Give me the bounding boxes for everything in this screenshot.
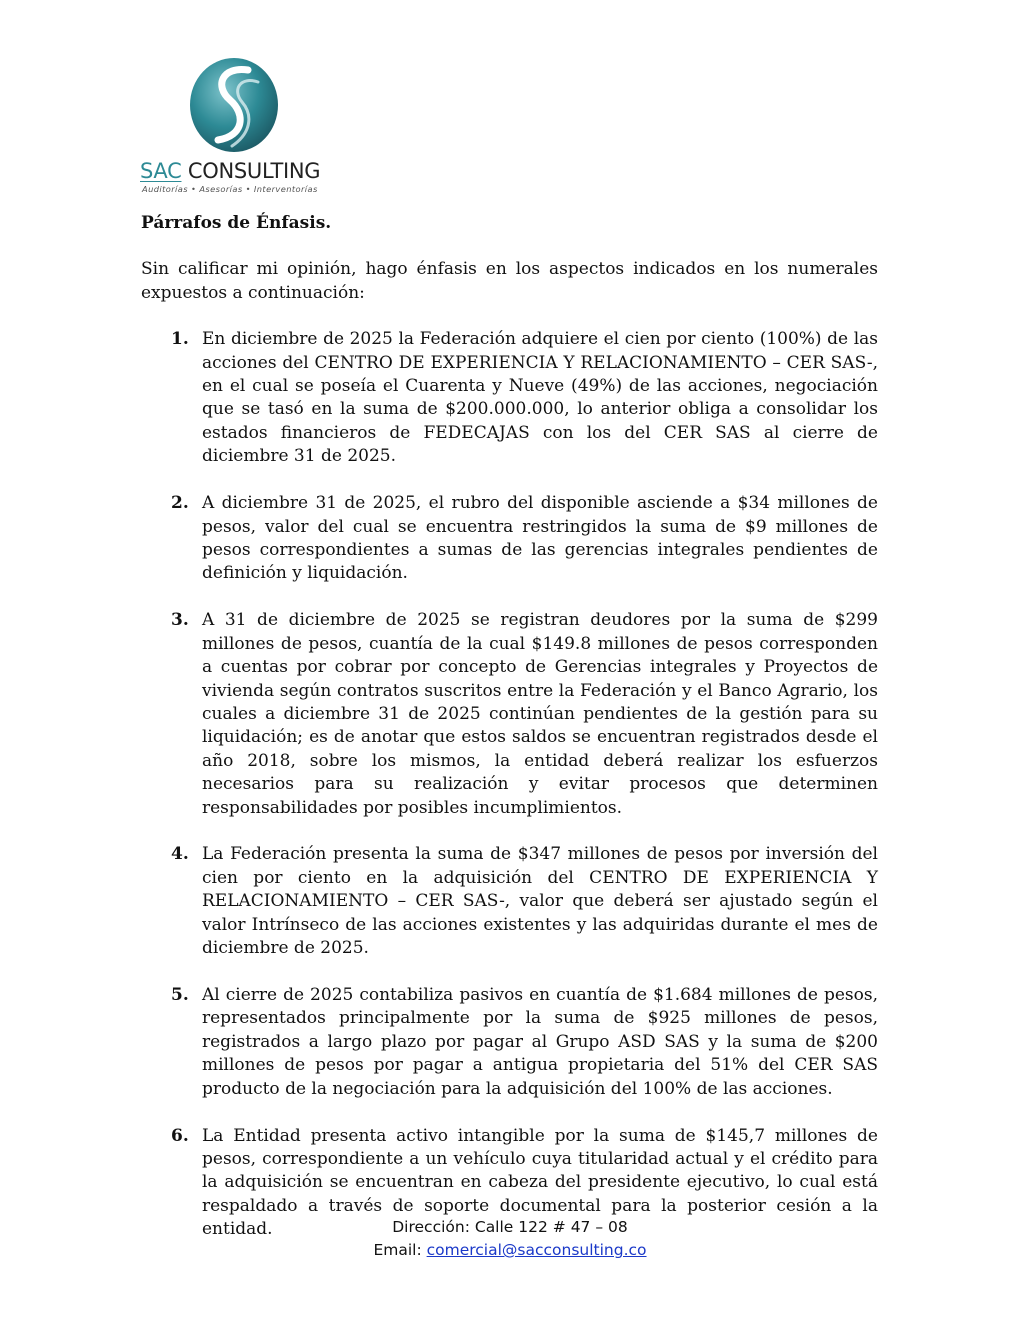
brand-tagline: Auditorías • Asesorías • Interventorías (142, 184, 318, 194)
section-heading: Párrafos de Énfasis. (141, 213, 332, 233)
item-number: 1. (171, 329, 189, 350)
emphasis-list (141, 328, 878, 1241)
page-footer (0, 1216, 1020, 1262)
brand-consulting: CONSULTING (181, 159, 321, 183)
item-number: 4. (171, 844, 189, 865)
item-text: La Federación presenta la suma de $347 millones de pesos por inversión del cien por ciento en la adquisición del CENTRO DE EXPERIENCIA Y RELACIONAMIENTO – CER SAS-, valor que deberá ser ajustado según el valor Intrínseco de las acciones existentes y las adquiridas durante el mes de diciembre de 2025. (202, 844, 878, 959)
item-text: Al cierre de 2025 contabiliza pasivos en cuantía de $1.684 millones de pesos, representados principalmente por la suma de $925 millones de pesos, registrados a largo plazo por pagar al Grupo ASD SAS y la suma de $200 millones de pesos por pagar a antigua propietaria del 51% del CER SAS producto de la negociación para la adquisición del 100% de las acciones. (202, 984, 878, 1099)
intro-paragraph: Sin calificar mi opinión, hago énfasis en los aspectos indicados en los numerales expuestos a continuación: (141, 259, 878, 303)
item-number: 6. (171, 1125, 189, 1146)
item-text: A 31 de diciembre de 2025 se registran deudores por la suma de $299 millones de pesos, cuantía de la cual $149.8 millones de pesos corresponden a cuentas por cobrar por concepto de Gerencias integrales y Proyectos de vivienda según contratos suscritos entre la Federación y el Banco Agrario, los cuales a diciembre 31 de 2025 continúan pendientes de la gestión para su liquidación; es de anotar que estos saldos se encuentran registrados desde el año 2018, sobre los mismos, la entidad deberá realizar los esfuerzos necesarios para su realización y evitar procesos que determinen responsabilidades por posibles incumplimientos. (202, 610, 878, 818)
list-item (141, 492, 878, 586)
brand-sac: SAC (140, 159, 182, 183)
sac-consulting-logo (140, 56, 340, 196)
logo-mark-icon (188, 56, 280, 154)
item-text: La Entidad presenta activo intangible por la suma de $145,7 millones de pesos, correspondiente a un vehículo cuya titularidad actual y el crédito para la adquisición se encuentran en cabeza del presidente ejecutivo, lo cual está respaldado a través de soporte documental para la posterior cesión a la entidad. (202, 1125, 878, 1240)
item-number: 2. (171, 493, 189, 514)
item-number: 3. (171, 610, 189, 631)
email-link[interactable]: comercial@sacconsulting.co (426, 1241, 647, 1259)
brand-name (140, 159, 320, 183)
item-text: En diciembre de 2025 la Federación adquiere el cien por ciento (100%) de las acciones del CENTRO DE EXPERIENCIA Y RELACIONAMIENTO – CER SAS-, en el cual se poseía el Cuarenta y Nueve (49%) de las acciones, negociación que se tasó en la suma de $200.000.000, lo anterior obliga a consolidar los estados financieros de FEDECAJAS con los del CER SAS al cierre de diciembre 31 de 2025. (202, 329, 878, 467)
list-item (141, 984, 878, 1101)
item-text: A diciembre 31 de 2025, el rubro del disponible asciende a $34 millones de pesos, valor del cual se encuentra restringidos la suma de $9 millones de pesos correspondientes a sumas de las gerencias integrales pendientes de definición y liquidación. (202, 493, 878, 584)
list-item (141, 843, 878, 960)
footer-address: Dirección: Calle 122 # 47 – 08 (392, 1218, 628, 1236)
document-body (141, 212, 878, 1265)
list-item (141, 328, 878, 468)
footer-email-label: Email: (373, 1241, 427, 1259)
footer-email-line (0, 1239, 1020, 1262)
list-item (141, 609, 878, 820)
item-number: 5. (171, 984, 189, 1005)
